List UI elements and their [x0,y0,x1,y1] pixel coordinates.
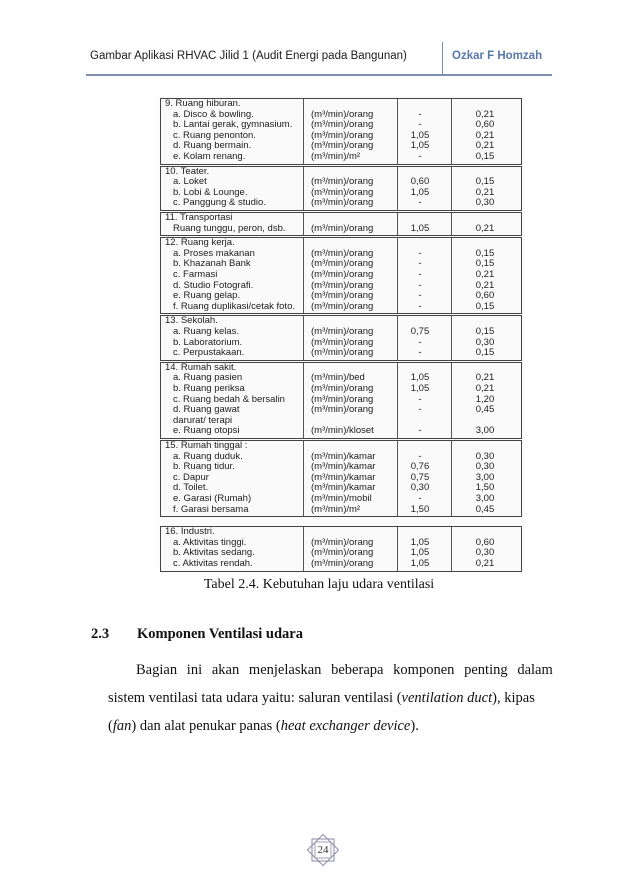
row-unit: (m³/min)/m² [311,503,361,515]
row-unit: (m³/min)/orang [311,140,374,152]
row-value-b: 3,00 [475,425,495,437]
row-unit: (m³/min)/bed [311,372,365,384]
row-unit: (m³/min)/orang [311,108,374,120]
row-value-b: 0,21 [475,279,495,291]
row-label: 9. Ruang hiburan. [165,98,241,109]
row-label: a. Aktivitas tinggi. [173,536,247,548]
row-label: 16. Industri. [165,526,215,538]
row-label: c. Farmasi [173,268,218,280]
page-number: 24 [317,844,329,856]
row-value-a: - [418,425,422,437]
row-unit: (m³/min)/orang [311,186,374,198]
row-value-b: 3,00 [475,492,495,504]
page-header [86,42,552,76]
row-value-b: 0,30 [475,197,495,209]
row-value-a: - [418,492,422,504]
row-value-b: 0,60 [475,119,495,131]
table-row [161,302,521,313]
row-value-a: 0,75 [410,471,430,483]
row-label: b. Khazanah Bank [173,258,251,270]
row-label: a. Ruang pasien [173,372,243,384]
row-value-a: 0,76 [410,461,430,473]
row-value-a: - [418,300,422,312]
row-value-b: 0,45 [475,404,495,416]
row-label: c. Panggung & studio. [173,197,266,209]
row-label: e. Garasi (Rumah) [173,492,252,504]
row-value-b: 1,50 [475,482,495,494]
row-label: a. Proses makanan [173,247,255,259]
row-value-a: 1,05 [410,372,430,384]
row-unit: (m³/min)/kamar [311,471,376,483]
row-value-b: 0,15 [475,150,495,162]
row-label: d. Toilet. [173,482,209,494]
row-unit: (m³/min)/orang [311,222,374,234]
row-value-b: 0,21 [475,186,495,198]
row-value-a: 1,05 [410,557,430,569]
row-label: a. Loket [173,176,207,188]
row-value-a: - [418,336,422,348]
table-group [160,212,522,236]
row-label: f. Garasi bersama [173,503,249,515]
table-group [160,440,522,517]
row-label: darurat/ terapi [173,414,233,426]
row-unit: (m³/min)/mobil [311,492,372,504]
table-row [161,327,521,338]
paragraph-line-2: sistem ventilasi tata udara yaitu: saluran ventilasi (ventilation duct), kipas [108,690,535,706]
row-value-a: 0,60 [410,176,430,188]
row-unit: (m³/min)/m² [311,150,361,162]
row-value-a: 0,30 [410,482,430,494]
row-value-b: 0,30 [475,461,495,473]
row-value-b: 0,21 [475,108,495,120]
row-value-b: 0,45 [475,503,495,515]
row-label: c. Ruang penonton. [173,129,256,141]
row-unit: (m³/min)/orang [311,247,374,259]
row-value-a: 1,05 [410,547,430,559]
row-unit: (m³/min)/orang [311,268,374,280]
row-value-a: - [418,108,422,120]
row-value-a: 1,05 [410,382,430,394]
row-value-a: - [418,450,422,462]
table-row [161,224,521,235]
row-unit: (m³/min)/orang [311,197,374,209]
table-row [161,494,521,505]
row-unit: (m³/min)/orang [311,382,374,394]
row-label: 14. Rumah sakit. [165,361,237,373]
row-label: f. Ruang duplikasi/cetak foto. [173,300,295,312]
row-unit: (m³/min)/kamar [311,461,376,473]
row-label: a. Ruang duduk. [173,450,243,462]
row-value-b: 0,30 [475,336,495,348]
row-label: b. Lantai gerak, gymnasium. [173,119,293,131]
row-value-a: 1,05 [410,536,430,548]
row-label: b. Laboratorium. [173,336,243,348]
table-row [161,348,521,359]
table-row [161,198,521,209]
row-unit: (m³/min)/orang [311,557,374,569]
row-label: 15. Rumah tinggal : [165,440,248,451]
row-label: d. Ruang gawat [173,404,240,416]
row-value-b: 0,15 [475,300,495,312]
row-value-b: 0,15 [475,347,495,359]
row-unit: (m³/min)/orang [311,347,374,359]
table-row [161,152,521,163]
table-row [161,270,521,281]
row-label: b. Aktivitas sedang. [173,547,255,559]
row-value-a: - [418,404,422,416]
row-unit: (m³/min)/orang [311,119,374,131]
row-label: 11. Transportasi [165,212,233,223]
section-title: Komponen Ventilasi udara [137,626,303,642]
row-value-a: 0,75 [410,325,430,337]
row-label: e. Kolam renang. [173,150,246,162]
row-unit: (m³/min)/orang [311,258,374,270]
row-value-b: 0,21 [475,140,495,152]
row-value-a: - [418,150,422,162]
table-group [160,237,522,314]
row-value-b: 3,00 [475,471,495,483]
row-value-a: - [418,290,422,302]
row-value-b: 0,21 [475,557,495,569]
row-label: b. Lobi & Lounge. [173,186,248,198]
row-label: 10. Teater. [165,165,210,177]
header-author: Ozkar F Homzah [452,50,543,62]
header-separator [442,42,443,74]
row-label: 13. Sekolah. [165,315,218,327]
table-row [161,559,521,570]
row-label: 12. Ruang kerja. [165,237,235,249]
row-label: c. Ruang bedah & bersalin [173,393,285,405]
row-unit: (m³/min)/orang [311,325,374,337]
row-unit: (m³/min)/orang [311,129,374,141]
table-caption: Tabel 2.4. Kebutuhan laju udara ventilasi [203,577,435,592]
row-value-b: 1,20 [475,393,495,405]
row-label: Ruang tunggu, peron, dsb. [173,222,286,234]
row-value-a: 1,05 [410,140,430,152]
header-book-title: Gambar Aplikasi RHVAC Jilid 1 (Audit Energi pada Bangunan) [90,50,407,62]
table-group [160,166,522,211]
table-row [161,441,521,452]
section-number: 2.3 [91,626,110,642]
row-value-b: 0,15 [475,176,495,188]
table-row [161,384,521,395]
row-value-a: 1,50 [410,503,430,515]
row-value-b: 0,21 [475,222,495,234]
row-value-b: 0,60 [475,536,495,548]
row-value-b: 0,30 [475,547,495,559]
row-label: d. Studio Fotografi. [173,279,254,291]
paragraph-line-1: Bagian ini akan menjelaskan beberapa komponen penting dalam [136,662,553,678]
row-value-a: - [418,279,422,291]
row-label: c. Dapur [173,471,209,483]
row-label: a. Ruang kelas. [173,325,240,337]
paragraph-line-3: (fan) dan alat penukar panas (heat exchanger device). [108,718,419,734]
row-unit: (m³/min)/kloset [311,425,374,437]
row-label: e. Ruang gelap. [173,290,241,302]
row-label: d. Ruang bermain. [173,140,252,152]
row-label: e. Ruang otopsi [173,425,240,437]
row-value-a: - [418,258,422,270]
row-unit: (m³/min)/kamar [311,482,376,494]
row-value-b: 0,60 [475,290,495,302]
row-value-b: 0,21 [475,382,495,394]
row-value-b: 0,15 [475,247,495,259]
row-unit: (m³/min)/kamar [311,450,376,462]
row-unit: (m³/min)/orang [311,336,374,348]
row-value-a: 1,05 [410,129,430,141]
row-unit: (m³/min)/orang [311,290,374,302]
row-value-a: - [418,393,422,405]
table-group [160,362,522,439]
table-row [161,213,521,224]
row-label: a. Disco & bowling. [173,108,254,120]
row-unit: (m³/min)/orang [311,176,374,188]
row-value-b: 0,15 [475,258,495,270]
row-value-b: 0,21 [475,129,495,141]
row-unit: (m³/min)/orang [311,279,374,291]
table-group [160,526,522,571]
row-unit: (m³/min)/orang [311,393,374,405]
table-group [160,315,522,360]
row-value-a: - [418,119,422,131]
section-paragraph [108,656,553,740]
row-label: c. Aktivitas rendah. [173,557,253,569]
ventilation-table [157,96,525,570]
row-value-b: 0,15 [475,325,495,337]
row-unit: (m³/min)/orang [311,547,374,559]
row-value-a: - [418,247,422,259]
table-group [160,98,522,165]
table-row [161,99,521,110]
table-row [161,426,521,437]
row-value-b: 0,30 [475,450,495,462]
row-value-b: 0,21 [475,268,495,280]
table-row [161,505,521,516]
row-value-a: - [418,347,422,359]
row-unit: (m³/min)/orang [311,404,374,416]
row-label: c. Perpustakaan. [173,347,245,359]
row-label: b. Ruang tidur. [173,461,235,473]
row-unit: (m³/min)/orang [311,536,374,548]
row-value-a: - [418,268,422,280]
row-value-b: 0,21 [475,372,495,384]
row-value-a: - [418,197,422,209]
row-unit: (m³/min)/orang [311,300,374,312]
row-value-a: 1,05 [410,222,430,234]
row-value-a: 1,05 [410,186,430,198]
row-label: b. Ruang periksa [173,382,245,394]
